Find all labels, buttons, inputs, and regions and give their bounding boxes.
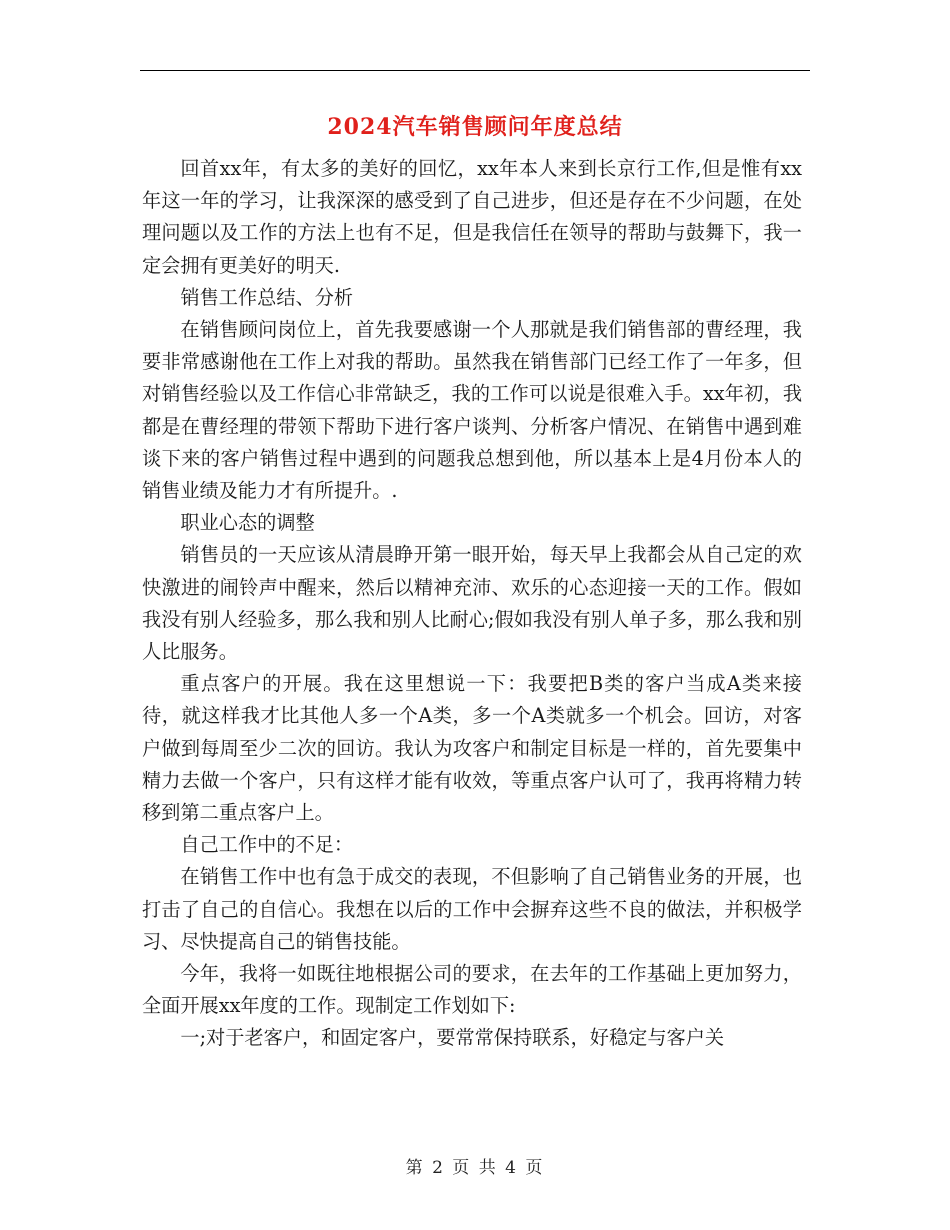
paragraph-shortcomings: 在销售工作中也有急于成交的表现，不但影响了自己销售业务的开展，也打击了自己的自信心。我想在以后的工作中会摒弃这些不良的做法，并积极学习、尽快提高自己的销售技能。 (142, 865, 802, 953)
header-rule (140, 70, 810, 71)
document-title: 2024汽车销售顾问年度总结 (327, 114, 623, 140)
page-footer: 第 2 页 共 4 页 (405, 1158, 545, 1178)
section-heading-shortcomings: 自己工作中的不足： (180, 833, 354, 857)
section-heading-sales-summary: 销售工作总结、分析 (180, 285, 354, 309)
paragraph-plan-intro: 今年，我将一如既往地根据公司的要求，在去年的工作基础上更加努力，全面开展xx年度的工作。现制定工作划如下: (142, 962, 802, 1018)
document-body (142, 153, 802, 1055)
paragraph-key-clients: 重点客户的开展。我在这里想说一下：我要把B类的客户当成A类来接待，就这样我才比其他人多一个A类，多一个A类就多一个机会。回访，对客户做到每周至少二次的回访。我认为攻客户和制定目标是一样的，首先要集中精力去做一个客户，只有这样才能有收效，等重点客户认可了，我再将精力转移到第二重点客户上。 (142, 672, 802, 825)
section-heading-mindset: 职业心态的调整 (180, 511, 315, 535)
paragraph-mindset: 销售员的一天应该从清晨睁开第一眼开始，每天早上我都会从自己定的欢快激进的闹铃声中醒来，然后以精神充沛、欢乐的心态迎接一天的工作。假如我没有别人经验多，那么我和别人比耐心;假如我没有别人单子多，那么我和别人比服务。 (142, 543, 802, 664)
paragraph-intro: 回首xx年，有太多的美好的回忆，xx年本人来到长京行工作,但是惟有xx年这一年的学习，让我深深的感受到了自己进步，但还是存在不少问题，在处理问题以及工作的方法上也有不足，但是我信任在领导的帮助与鼓舞下，我一定会拥有更美好的明天. (142, 157, 802, 277)
paragraph-sales-summary: 在销售顾问岗位上，首先我要感谢一个人那就是我们销售部的曹经理，我要非常感谢他在工作上对我的帮助。虽然我在销售部门已经工作了一年多，但对销售经验以及工作信心非常缺乏，我的工作可以说是很难入手。xx年初，我都是在曹经理的带领下帮助下进行客户谈判、分析客户情况、在销售中遇到难谈下来的客户销售过程中遇到的问题我总想到他，所以基本上是4月份本人的销售业绩及能力才有所提升。. (142, 318, 802, 503)
paragraph-plan-item-1: 一;对于老客户，和固定客户，要常常保持联系，好稳定与客户关 (180, 1026, 725, 1050)
